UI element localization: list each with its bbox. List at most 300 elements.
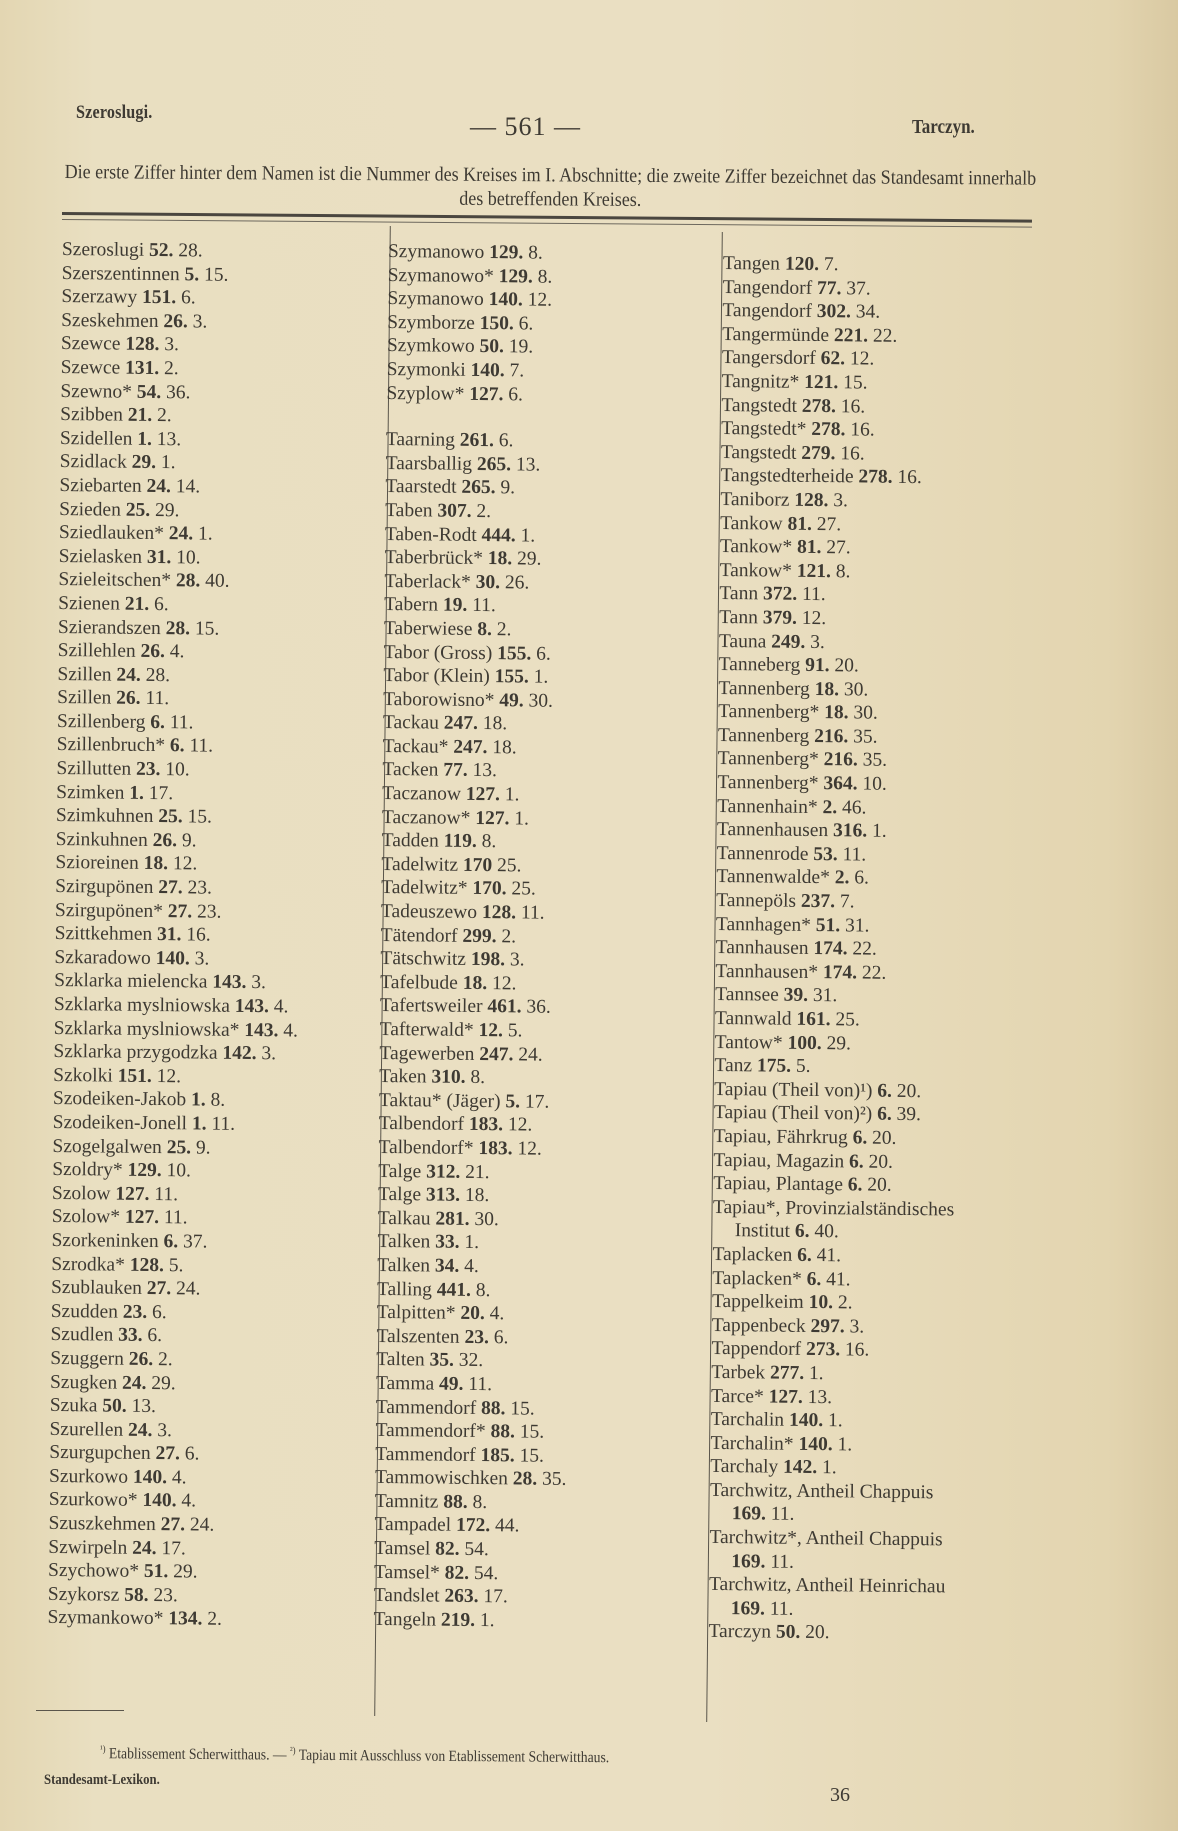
kreis-number: 198. [470,949,506,971]
kreis-number: 50. [102,1395,127,1417]
kreis-number: 2. [822,796,838,818]
kreis-number: 51. [143,1561,169,1583]
place-name: Tammendorf* [375,1420,486,1443]
kreis-number: 128. [125,334,160,356]
place-name: Szymanowo [387,288,484,311]
place-name: Szymanowo [387,240,485,264]
place-name: Szudlen [50,1324,114,1346]
index-entry [55,851,299,877]
standesamt-number: 15. [519,1445,545,1467]
kreis-number: 312. [426,1161,461,1183]
place-name: Tamsel [374,1537,431,1560]
standesamt-number: 12. [801,607,827,630]
standesamt-number: 2. [163,358,179,380]
kreis-number: 310. [431,1066,466,1089]
kreis-number: 49. [499,689,524,712]
index-entry [47,1606,291,1632]
index-entry [54,969,298,995]
place-name: Szrodka* [51,1253,126,1276]
index-entry [383,711,575,737]
place-name: Tapiau, Magazin [713,1149,845,1172]
place-name: Tandslet [373,1585,440,1607]
index-entry [374,1561,566,1587]
standesamt-number: 20. [872,1127,897,1149]
index-entry [54,1017,298,1043]
kreis-number: 27. [158,877,183,899]
kreis-number: 10. [808,1292,834,1314]
kreis-number: 6. [794,1221,810,1243]
kreis-number: 379. [762,607,797,629]
place-name: Tannenberg* [717,772,819,795]
kreis-number: 1. [191,1113,207,1135]
kreis-number: 8. [477,618,493,641]
index-entry [717,818,958,844]
kreis-number: 131. [124,357,160,379]
index-entry [381,924,573,950]
standesamt-number: 24. [518,1044,543,1066]
standesamt-number: 10. [176,546,201,569]
kreis-number: 169. [731,1503,767,1525]
index-entry [56,781,300,807]
place-name: Szuggern [50,1347,125,1370]
footnote-text-1: Etablissement Scherwitthaus. — [108,1745,287,1764]
standesamt-number: 11. [154,1183,179,1206]
index-entry [710,1455,951,1481]
place-name: Szymborze [387,311,475,334]
standesamt-number: 1. [479,1609,495,1632]
standesamt-number: 3. [157,1419,173,1441]
standesamt-number: 6. [854,867,869,889]
kreis-number: 53. [813,843,838,866]
place-name: Tangeln [373,1608,437,1631]
standesamt-number: 18. [492,736,517,759]
index-entry [59,498,303,524]
index-entry [715,1031,956,1057]
place-name: Szeroslugi [61,238,145,261]
place-name: Tafertsweiler [379,995,483,1018]
index-entry [50,1394,294,1420]
kreis-number: 169. [730,1598,766,1620]
place-name: Szieleitschen* [58,569,172,592]
standesamt-number: 22. [872,325,898,347]
index-entry [384,640,576,666]
kreis-number: 297. [810,1315,845,1338]
standesamt-number: 23. [153,1584,178,1607]
kreis-number: 444. [481,524,516,546]
kreis-number: 88. [443,1491,468,1513]
standesamt-number: 12. [507,1114,533,1136]
kreis-number: 49. [438,1373,464,1395]
index-entry [385,523,577,549]
place-name: Szkaradowo [54,946,151,969]
kreis-number: 27. [146,1278,172,1300]
kreis-number: 100. [787,1032,822,1054]
kreis-number: 278. [858,466,893,489]
place-name: Szillen [57,687,112,709]
kreis-number: 216. [814,725,849,748]
place-name: Tamma [375,1372,435,1395]
place-name: Szublauken [50,1277,143,1300]
place-name: Tamnitz [374,1490,439,1513]
index-entry [373,1608,565,1634]
kreis-number: 313. [425,1184,461,1206]
place-name: Taben-Rodt [384,523,477,546]
footnote-text-2: Tapiau mit Ausschluss von Etablissement Scherwitthaus. [298,1746,610,1767]
kreis-number: 77. [817,277,842,299]
footnote-mark-1: ¹) [99,1744,106,1756]
place-name: Tarchwitz*, Antheil Chappuis [709,1526,943,1551]
index-entry [51,1300,295,1326]
index-entry [717,771,958,797]
index-entry [718,724,959,750]
kreis-number: 129. [498,265,533,288]
standesamt-number: 6. [536,643,551,665]
place-name: Tannenberg [717,724,810,747]
kreis-number: 281. [435,1208,470,1230]
kreis-number: 26. [116,687,141,710]
continuation-text: Institut [734,1220,791,1243]
kreis-number: 151. [117,1065,152,1087]
place-name: Tangstedt* [721,418,807,441]
place-name: Tabor (Klein) [383,665,490,688]
index-entry [377,1230,569,1256]
standesamt-number: 35. [853,726,878,748]
place-name: Tannenberg* [718,701,820,724]
place-name: Tannepöls [716,889,797,912]
standesamt-number: 35. [541,1468,567,1491]
kreis-number: 6. [848,1150,864,1173]
kreis-number: 54. [136,381,162,403]
kreis-number: 129. [489,242,524,264]
index-entry [378,1136,570,1162]
standesamt-number: 12. [491,972,517,995]
standesamt-number: 6. [180,287,196,309]
index-entry [50,1347,294,1373]
kreis-number: 21. [124,593,150,615]
index-entry [49,1441,293,1467]
standesamt-number: 34. [855,301,881,323]
kreis-number: 24. [116,664,141,686]
index-entry [56,757,300,783]
index-entry [387,358,579,384]
kreis-number: 237. [800,890,836,913]
place-name: Szimkuhnen [55,805,154,828]
standesamt-number: 30. [474,1208,499,1230]
place-name: Szkolki [53,1064,113,1087]
kreis-number: 364. [823,773,858,795]
place-name: Tammendorf [375,1396,477,1419]
kreis-number: 174. [813,938,848,960]
index-entry [61,285,305,311]
standesamt-number: 1. [533,666,549,688]
place-name: Taberwiese [383,617,473,640]
index-entry [709,1573,951,1623]
kreis-number: 18. [462,972,488,994]
place-name: Talling [376,1278,433,1301]
index-entry [720,559,961,585]
standesamt-number: 46. [841,796,867,819]
index-entry [50,1323,294,1349]
index-entry [377,1301,569,1327]
standesamt-number: 11. [770,1504,795,1526]
place-name: Szykorsz [47,1583,120,1606]
page-number: — 561 — [470,112,581,141]
standesamt-number: 30. [843,678,869,701]
standesamt-number: 41. [816,1244,842,1267]
place-name: Tannenrode [716,842,809,865]
kreis-number: 127. [124,1207,160,1229]
place-name: Tarchaly [710,1456,779,1478]
index-entry [721,394,962,420]
standesamt-number: 13. [515,454,541,476]
standesamt-number: 3. [849,1316,865,1338]
index-entry [377,1254,569,1280]
place-name: Taplacken* [712,1267,802,1290]
standesamt-number: 1. [837,1433,853,1456]
kreis-number: 155. [497,642,532,665]
standesamt-number: 6. [151,1301,167,1323]
kreis-number: 2. [834,867,850,889]
standesamt-number: 20. [868,1151,894,1173]
index-entry [59,521,303,547]
standesamt-number: 11. [189,735,214,758]
index-entry [374,1537,566,1563]
entry-continuation [709,1550,950,1576]
standesamt-number: 1. [504,784,520,806]
place-name: Taczanow* [381,806,471,829]
index-entry [379,1089,571,1115]
standesamt-number: 2. [207,1609,223,1631]
index-column-3 [708,252,964,1646]
place-name: Tadelwitz [381,853,459,876]
place-name: Szklarka myslniowska* [53,1017,240,1041]
kreis-number: 82. [435,1538,460,1560]
index-entry [722,370,963,396]
index-entry [52,1182,296,1208]
place-name: Tangendorf [722,276,813,299]
standesamt-number: 2. [501,925,517,948]
standesamt-number: 1. [514,808,530,830]
kreis-number: 265. [461,477,496,499]
standesamt-number: 16. [850,419,875,441]
standesamt-number: 11. [211,1113,236,1135]
standesamt-number: 23. [196,901,222,923]
kreis-number: 24. [146,475,172,498]
index-entry [57,733,301,759]
standesamt-number: 9. [181,830,197,852]
place-name: Szimken [56,781,125,804]
place-name: Taken [379,1066,427,1088]
kreis-number: 278. [811,419,846,441]
place-name: Tabern [384,594,439,616]
index-entry [720,488,961,514]
kreis-number: 39. [783,985,809,1007]
index-entry [58,639,302,665]
standesamt-number: 41. [826,1268,851,1290]
index-entry [48,1559,292,1585]
kreis-number: 140. [488,289,523,311]
place-name: Tann [719,606,759,629]
index-entry [723,252,964,278]
index-entry [708,1620,949,1646]
index-entry [716,865,957,891]
index-entry [375,1419,567,1445]
index-entry [57,663,301,689]
place-name: Szieden [59,498,122,521]
standesamt-number: 2. [157,1348,173,1371]
index-entry [56,804,300,830]
place-name: Szurkowo [48,1465,129,1488]
place-name: Tadden [381,830,439,852]
place-name: Szorkeninken [51,1229,159,1253]
kreis-number: 128. [129,1254,165,1276]
kreis-number: 127. [469,383,504,405]
place-name: Szolow* [51,1206,121,1229]
place-name: Szyplow* [386,382,465,405]
standesamt-number: 22. [861,962,887,984]
kreis-number: 121. [796,560,832,582]
standesamt-number: 2. [837,1292,853,1314]
place-name: Tacken [382,759,439,782]
index-entry [713,1172,954,1198]
index-entry [382,806,574,832]
kreis-number: 278. [801,395,837,417]
standesamt-number: 30. [853,702,878,724]
kreis-number: 161. [796,1008,831,1031]
standesamt-number: 17. [483,1586,508,1608]
place-name: Szklarka mielencka [54,970,208,993]
index-entry [59,545,303,571]
index-entry [384,617,576,643]
index-entry [60,427,304,453]
kreis-number: 30. [475,571,501,593]
place-name: Szillenbruch* [56,734,166,757]
index-entry [57,710,301,736]
place-name: Tarbek [711,1361,766,1384]
kreis-number: 6. [847,1174,863,1196]
place-name: Tarczyn [708,1621,772,1644]
index-entry [382,829,574,855]
standesamt-number: 15. [519,1421,545,1443]
place-name: Szurgupchen [49,1442,151,1465]
standesamt-number: 31. [844,914,870,937]
place-name: Szklarka myslniowska [53,993,231,1017]
place-name: Talpitten* [376,1302,456,1324]
place-name: Tannenwalde* [716,866,830,889]
standesamt-number: 8. [537,266,553,288]
standesamt-number: 17. [161,1537,186,1560]
index-entry [718,700,959,726]
standesamt-number: 3. [810,631,825,653]
place-name: Szidellen [59,427,133,450]
index-entry [378,1207,570,1233]
index-entry [52,1205,296,1231]
standesamt-number: 16. [840,442,865,465]
place-name: Taniborz [720,488,790,511]
place-name: Tabor (Gross) [383,641,493,664]
standesamt-number: 37. [182,1231,208,1253]
standesamt-number: 1. [821,1457,837,1479]
standesamt-number: 37. [846,277,871,300]
kreis-number: 155. [494,666,529,688]
kreis-number: 29. [131,452,157,474]
index-entry [717,842,958,868]
place-name: Tätschwitz [380,948,467,971]
standesamt-number: 13. [131,1395,157,1418]
imprint: Standesamt-Lexikon. [44,1772,160,1788]
kreis-number: 183. [468,1114,504,1136]
index-entry [56,828,300,854]
kreis-number: 302. [816,301,852,323]
kreis-number: 25. [158,806,183,828]
index-entry [722,346,963,372]
index-entry [53,1064,297,1090]
standesamt-number: 36. [165,381,191,403]
kreis-number: 6. [797,1244,812,1266]
entry-continuation [710,1502,951,1528]
standesamt-number: 30. [528,690,554,712]
index-entry [723,276,964,302]
index-entry [380,971,572,997]
index-entry [387,334,579,360]
standesamt-number: 2. [476,500,492,523]
index-entry [54,993,298,1019]
standesamt-number: 3. [251,972,267,994]
index-entry [717,795,958,821]
standesamt-number: 40. [814,1221,839,1243]
place-name: Szierandszen [57,616,161,639]
kreis-number: 140. [788,1409,824,1432]
kreis-number: 82. [444,1562,470,1584]
index-entry [376,1348,568,1374]
kreis-number: 307. [437,500,472,522]
place-name: Szudden [50,1300,119,1323]
index-entry [48,1583,292,1609]
standesamt-number: 19. [508,336,534,358]
standesamt-number: 23. [187,877,213,899]
standesamt-number: 26. [504,571,530,594]
index-entry [48,1536,292,1562]
standesamt-number: 16. [840,395,866,418]
place-name: Tammowischken [374,1467,509,1490]
place-name: Tarchalin* [710,1432,794,1455]
place-name: Taarning [385,429,456,451]
index-entry [714,1054,955,1080]
kreis-number: 26. [140,640,166,663]
place-name: Tapiau (Theil von)¹) [714,1078,873,1102]
place-name: Szogelgalwen [52,1135,162,1158]
kreis-number: 81. [787,513,813,535]
kreis-number: 140. [470,359,505,382]
kreis-number: 51. [815,914,841,936]
place-name: Talszenten [376,1325,460,1348]
kreis-number: 6. [169,735,185,757]
standesamt-number: 12. [156,1065,182,1088]
index-entry [51,1276,295,1302]
kreis-number: 265. [476,453,512,476]
place-name: Tangstedterheide [720,465,854,488]
index-entry [712,1290,953,1316]
kreis-number: 81. [796,536,822,559]
index-entry [54,946,298,972]
kreis-number: 127. [115,1183,150,1205]
standesamt-number: 8. [835,560,851,583]
standesamt-number: 11. [842,844,867,866]
standesamt-number: 9. [500,477,516,499]
place-name: Tangendorf [722,300,813,323]
standesamt-number: 2. [156,405,172,427]
index-entry [716,913,957,939]
